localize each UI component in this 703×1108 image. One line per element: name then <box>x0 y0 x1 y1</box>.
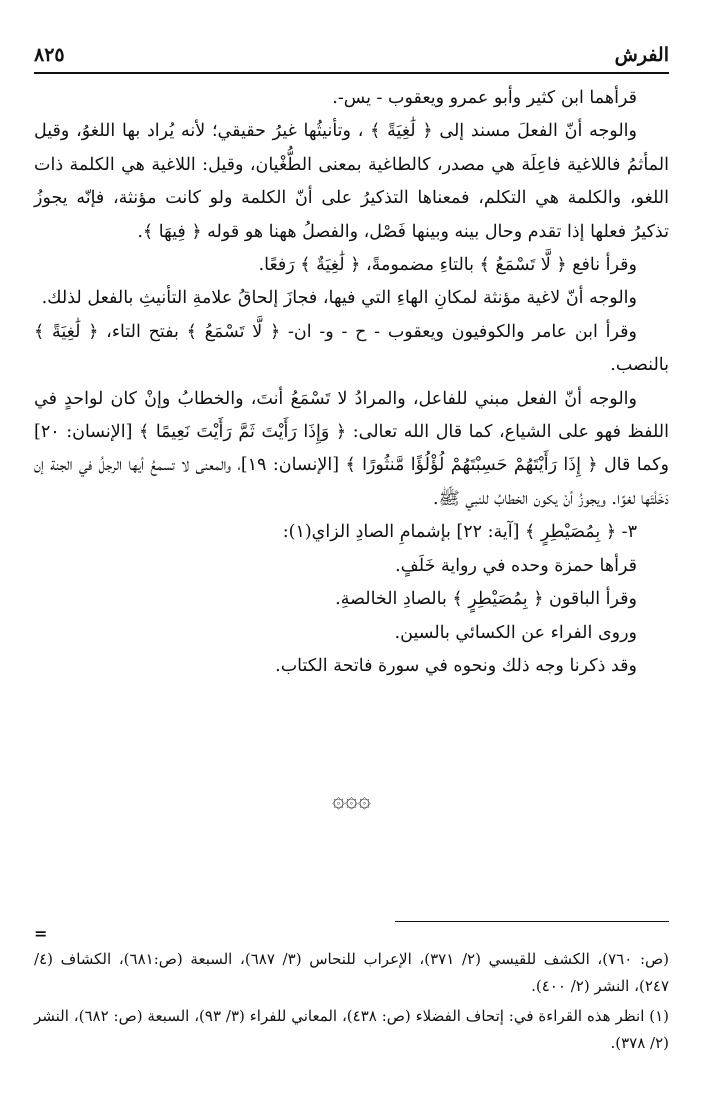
paragraph: والوجه أنّ الفعل مبني للفاعل، والمرادُ لا تَسْمَعُ أنتَ، والخطابُ وإنْ كان لواحدٍ في اللفظ فهو على الشياع، كما قال الله تعالى: ﴿ وَإِذَا رَأَيْتَ ثَمَّ رَأَيْتَ نَعِيمًا ﴾ [الإنسان: ٢٠] وكما قال ﴿ إِذَا رَأَيْتَهُمْ حَسِبْتَهُمْ لُؤْلُؤًا مَّنثُورًا ﴾ [الإنسان: ١٩]، والمعنى لا تسمعُ أيها الرجلُ في الجنة إن دَخَلْتَها لغوًا. ويجوزُ أنْ يكون الخطابُ للنبي ﷺ. <box>34 388 669 509</box>
paragraph: وقد ذكرنا وجه ذلك ونحوه في سورة فاتحة الكتاب. <box>275 655 637 676</box>
footnote-divider <box>395 921 669 922</box>
paragraph: والوجه أنّ الفعلَ مسند إلى ﴿ لَٰغِيَةً ﴾ ، وتأنيثُها غيرُ حقيقي؛ لأنه يُراد بها اللغوُ، وقيل المأثمُ فاللاغية فاعِلَة هي مصدر، كالطاغية بمعنى الطُّغْيان، وقيل: اللاغية هي الكلمة ذات اللغو، والكلمة هي التكلم، فمعناها التذكيرُ على أنّ الكلمة ولو كانت مؤنثة، فإنّه يجوزُ تذكيرُ فعلها إذا تقدم وحال بينه وبينها فَصْل، والفصلُ ههنا هو قوله ﴿ فِيهَا ﴾. <box>34 121 669 242</box>
paragraph: وروى الفراء عن الكسائي بالسين. <box>394 622 637 643</box>
section-end-ornament: ۞۞۞ <box>332 788 371 813</box>
page-number: ٨٢٥ <box>34 44 65 66</box>
footnotes <box>34 946 669 1060</box>
paragraph: قرأهما ابن كثير وأبو عمرو ويعقوب - يس-. <box>332 88 637 108</box>
paragraph: وقرأ ابن عامر والكوفيون ويعقوب - ح - و- ان- ﴿ لَّا تَسْمَعُ ﴾ بفتح التاء، ﴿ لَٰغِيَةً ﴾ بالنصب. <box>34 321 669 376</box>
paragraph: وقرأ نافع ﴿ لَّا تَسْمَعُ ﴾ بالتاءِ مضمومةً، ﴿ لَٰغِيَةٌ ﴾ رَفعًا. <box>258 255 637 276</box>
main-text <box>34 82 669 683</box>
paragraph: ٣- ﴿ بِمُصَيْطِرٍ ﴾ [آية: ٢٢] بإشمامِ الصادِ الزاي(١): <box>282 522 637 543</box>
footnote-item: (ص: ٧٦٠)، الكشف للقيسي (٢/ ٣٧١)، الإعراب للنحاس (٣/ ٦٨٧)، السبعة (ص:٦٨١)، الكشاف (٤/ ٢٤٧)، النشر (٢/ ٤٠٠). <box>34 950 669 995</box>
section-title: الفرش <box>614 44 669 66</box>
footnote-item: (١) انظر هذه القراءة في: إتحاف الفضلاء (ص: ٤٣٨)، المعاني للفراء (٣/ ٩٣)، السبعة (ص: ٦٨٢)، النشر (٢/ ٣٧٨). <box>34 1007 670 1052</box>
page-header <box>34 38 669 74</box>
paragraph: قرأها حمزة وحده في رواية خَلَفٍ. <box>395 555 637 576</box>
paragraph: وقرأ الباقون ﴿ بِمُصَيْطِرٍ ﴾ بالصادِ الخالصةِ. <box>335 589 637 610</box>
paragraph: والوجه أنّ لاغية مؤنثة لمكانِ الهاءِ التي فيها، فجازَ إلحاقُ علامةِ التأنيثِ بالفعل لذلك. <box>41 288 637 309</box>
footnote-continuation-marker: = <box>34 924 48 943</box>
